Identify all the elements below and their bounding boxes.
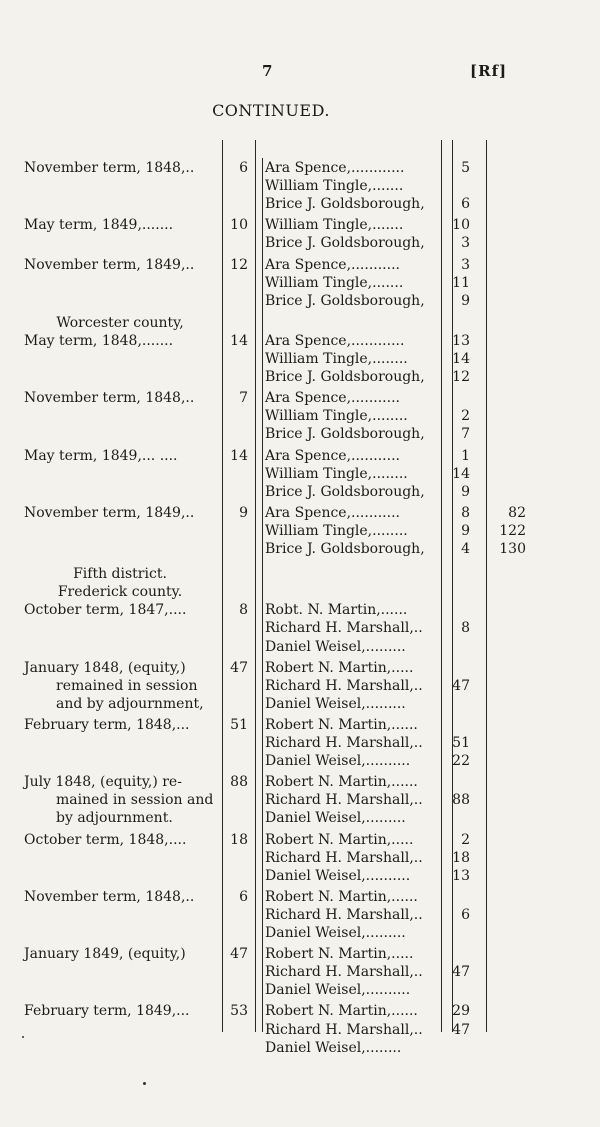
judge-count: 14 [452, 351, 470, 367]
judge-count: 3 [461, 256, 470, 273]
running-total: 130 [499, 541, 526, 557]
judge-name: Ara Spence,........... [265, 504, 400, 521]
cases-count: 14 [230, 447, 248, 464]
term-label: October term, 1847,.... [24, 602, 187, 619]
cases-count: 7 [239, 390, 248, 407]
term-label: February term, 1848,... [24, 716, 190, 733]
judge-name: Ara Spence,........... [265, 256, 400, 273]
judge-count: 2 [461, 408, 470, 425]
judge-name: Brice J. Goldsborough, [265, 426, 425, 443]
judge-name: Robert N. Martin,..... [265, 831, 414, 848]
judge-count: 88 [452, 792, 470, 809]
judge-name: Richard H. Marshall,.. [265, 735, 423, 751]
term-label: July 1848, (equity,) re- [24, 774, 182, 791]
judge-name: William Tingle,........ [265, 522, 408, 539]
judge-name: Robt. N. Martin,...... [265, 602, 408, 619]
judge-count: 6 [461, 906, 470, 923]
term-label: May term, 1849,... .... [24, 447, 178, 464]
judge-name: Brice J. Goldsborough, [265, 235, 425, 252]
judge-name: Daniel Weisel,.......... [265, 982, 411, 999]
judge-name: Daniel Weisel,........ [265, 1039, 402, 1056]
judge-count: 13 [452, 332, 470, 349]
judge-count: 1 [461, 447, 470, 464]
judge-count: 9 [461, 292, 470, 309]
judge-name: Brice J. Goldsborough, [265, 369, 425, 386]
judge-count: 10 [452, 217, 470, 234]
judge-name: Brice J. Goldsborough, [265, 292, 425, 309]
term-label: May term, 1849,....... [24, 217, 174, 234]
judge-name: Daniel Weisel,.......... [265, 867, 411, 884]
column-rule-3 [262, 158, 263, 1032]
judge-count: 3 [461, 235, 470, 252]
ink-speck [22, 1036, 24, 1038]
term-label: November term, 1848,.. [24, 160, 195, 176]
section-heading: Frederick county. [57, 584, 183, 601]
judge-count: 47 [452, 964, 470, 981]
judge-name: Brice J. Goldsborough, [265, 541, 425, 557]
cases-count: 8 [239, 602, 248, 619]
judge-count: 4 [461, 541, 470, 557]
judge-count: 9 [461, 483, 470, 500]
term-label: February term, 1849,... [24, 1003, 190, 1020]
column-rule-6 [486, 140, 487, 1032]
term-label-cont: by adjournment. [56, 810, 173, 827]
term-label: November term, 1849,.. [24, 256, 195, 273]
judge-name: Brice J. Goldsborough, [265, 196, 425, 213]
cases-count: 88 [230, 774, 248, 791]
term-label: May term, 1848,....... [24, 332, 174, 349]
term-label: January 1849, (equity,) [24, 946, 186, 963]
cases-count: 6 [239, 160, 248, 176]
judge-name: Daniel Weisel,......... [265, 925, 406, 941]
judge-count: 47 [452, 677, 470, 694]
judge-name: Richard H. Marshall,.. [265, 620, 423, 637]
judge-count: 13 [452, 867, 470, 884]
cases-count: 51 [230, 716, 248, 733]
cases-count: 9 [239, 504, 248, 521]
judge-name: Richard H. Marshall,.. [265, 849, 423, 866]
judge-name: Robert N. Martin,..... [265, 659, 414, 676]
cases-count: 10 [230, 217, 248, 234]
judge-name: William Tingle,....... [265, 178, 404, 195]
judge-name: William Tingle,........ [265, 408, 408, 425]
cases-count: 6 [239, 888, 248, 905]
term-label-cont: and by adjournment, [56, 695, 204, 712]
cases-count: 12 [230, 256, 248, 273]
term-label: October term, 1848,.... [24, 831, 187, 848]
running-total: 82 [508, 504, 526, 521]
cases-count: 14 [230, 332, 248, 349]
judge-name: Robert N. Martin,..... [265, 946, 414, 963]
cases-count: 53 [230, 1003, 248, 1020]
judge-name: William Tingle,....... [265, 217, 404, 234]
judge-name: Daniel Weisel,.......... [265, 753, 411, 770]
judge-count: 14 [452, 465, 470, 482]
judge-name: William Tingle,........ [265, 465, 408, 482]
term-label-cont: mained in session and [56, 792, 214, 809]
judge-name: Robert N. Martin,...... [265, 888, 418, 905]
term-label: January 1848, (equity,) [24, 659, 186, 676]
judge-name: Robert N. Martin,...... [265, 716, 418, 733]
judge-name: William Tingle,........ [265, 351, 408, 367]
judge-name: Robert N. Martin,...... [265, 774, 418, 791]
judge-count: 9 [461, 522, 470, 539]
section-heading: Worcester county, [56, 314, 184, 331]
judge-name: Richard H. Marshall,.. [265, 792, 423, 809]
judge-count: 18 [452, 849, 470, 866]
judge-count: 47 [452, 1021, 470, 1038]
column-rule-2 [255, 140, 256, 1032]
judge-name: Ara Spence,............ [265, 160, 405, 176]
running-total: 122 [499, 522, 526, 539]
judge-count: 11 [452, 274, 470, 291]
page-number: 7 [262, 62, 273, 80]
cases-count: 18 [230, 831, 248, 848]
judge-count: 29 [452, 1003, 470, 1020]
judge-name: Ara Spence,........... [265, 390, 400, 407]
judge-name: Richard H. Marshall,.. [265, 677, 423, 694]
page-title: CONTINUED. [212, 101, 330, 120]
term-label: November term, 1848,.. [24, 390, 195, 407]
judge-name: Richard H. Marshall,.. [265, 964, 423, 981]
term-label: November term, 1848,.. [24, 888, 195, 905]
judge-name: Richard H. Marshall,.. [265, 906, 423, 923]
judge-count: 12 [452, 369, 470, 386]
judge-name: Ara Spence,........... [265, 447, 400, 464]
signature-mark: [Rf] [470, 62, 508, 80]
judge-count: 8 [461, 620, 470, 637]
judge-name: Brice J. Goldsborough, [265, 483, 425, 500]
judge-name: Ara Spence,............ [265, 332, 405, 349]
judge-name: William Tingle,....... [265, 274, 404, 291]
judge-count: 2 [461, 831, 470, 848]
judge-name: Daniel Weisel,......... [265, 638, 406, 655]
section-heading: Fifth district. [73, 566, 167, 583]
judge-count: 8 [461, 504, 470, 521]
cases-count: 47 [230, 659, 248, 676]
cases-count: 47 [230, 946, 248, 963]
judge-count: 7 [461, 426, 470, 443]
term-label-cont: remained in session [56, 677, 198, 694]
term-label: November term, 1849,.. [24, 504, 195, 521]
judge-name: Richard H. Marshall,.. [265, 1021, 423, 1038]
judge-count: 5 [461, 160, 470, 176]
judge-name: Daniel Weisel,......... [265, 695, 406, 712]
judge-count: 51 [452, 735, 470, 751]
judge-count: 6 [461, 196, 470, 213]
judge-name: Daniel Weisel,......... [265, 810, 406, 827]
judge-count: 22 [452, 753, 470, 770]
ink-speck [143, 1082, 146, 1085]
judge-name: Robert N. Martin,...... [265, 1003, 418, 1020]
